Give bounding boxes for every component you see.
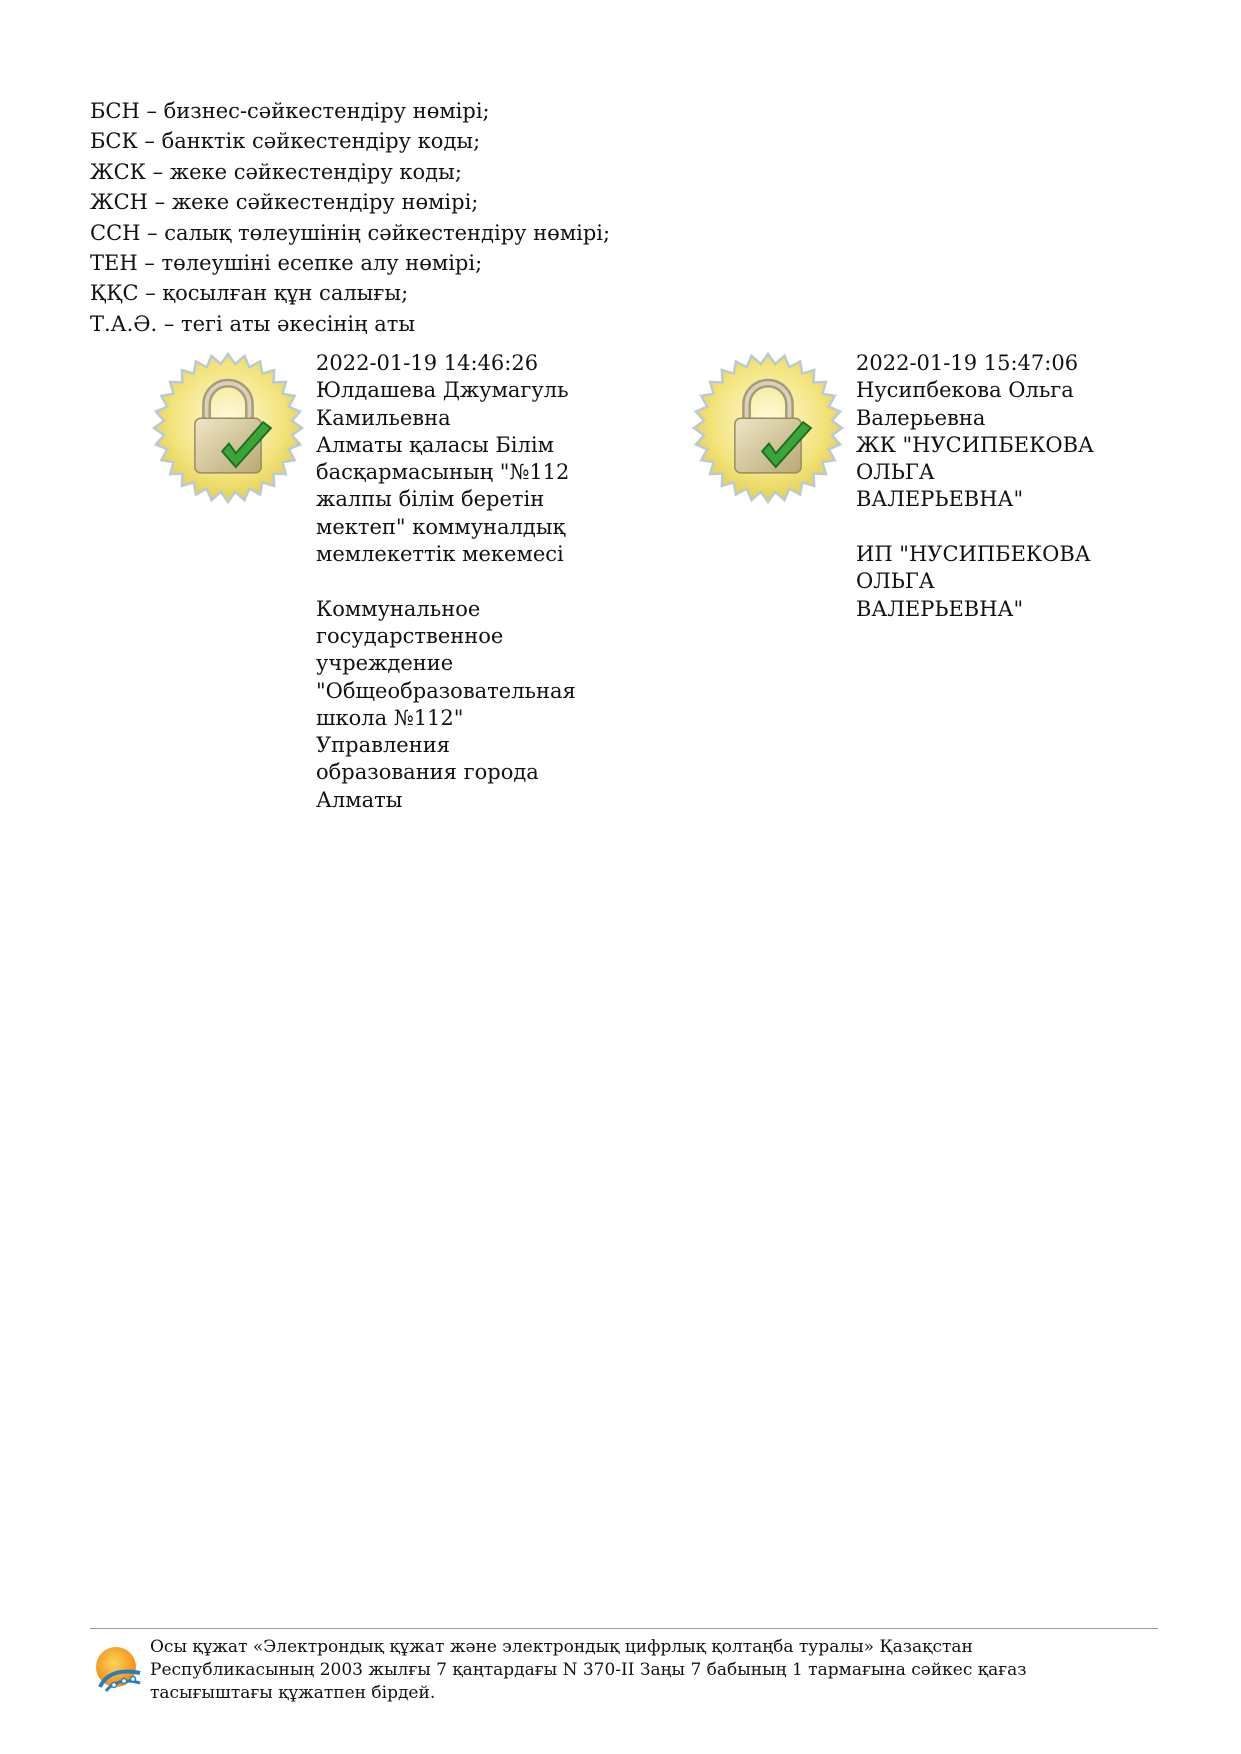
org-ru-line: Коммунальное: [316, 596, 481, 621]
signature-datetime: 2022-01-19 14:46:26: [316, 351, 539, 375]
signature-datetime: 2022-01-19 15:47:06: [856, 351, 1079, 375]
org-ru-line: Алматы: [316, 787, 403, 812]
abbreviation-item: БСК – банктік сәйкестендіру коды;: [90, 129, 481, 154]
spacer: [856, 514, 1156, 541]
abbreviation-item: ССН – салық төлеушінің сәйкестендіру нөмірі;: [90, 220, 611, 245]
signer-name-line: Нусипбекова Ольга: [856, 378, 1074, 403]
org-ru-line: ОЛЬГА: [856, 569, 935, 594]
footer-line: Республикасының 2003 жылғы 7 қаңтардағы N 370-II Заңы 7 бабының 1 тармағына сәйкес қағаз: [150, 1660, 1027, 1680]
abbreviation-item: Т.А.Ә. – тегі аты әкесінің аты: [90, 311, 416, 336]
org-kz-line: ЖК "НУСИПБЕКОВА: [856, 432, 1094, 457]
org-ru-line: учреждение: [316, 651, 454, 676]
footer-legal-notice: [150, 1636, 1150, 1705]
org-ru-line: государственное: [316, 623, 504, 648]
org-kz-line: басқармасының "№112: [316, 460, 570, 485]
signer-name-line: Валерьевна: [856, 405, 986, 430]
org-ru-line: школа №112": [316, 705, 464, 730]
org-kz-line: мектеп" коммуналдық: [316, 514, 566, 539]
spacer: [316, 568, 606, 595]
footer-divider: [90, 1628, 1158, 1629]
abbreviation-item: ҚҚС – қосылған құн салығы;: [90, 281, 409, 306]
egov-sun-logo-icon: [92, 1643, 144, 1695]
abbreviation-item: ЖСН – жеке сәйкестендіру нөмірі;: [90, 190, 479, 215]
abbreviation-list: [90, 96, 610, 339]
abbreviation-item: ЖСК – жеке сәйкестендіру коды;: [90, 159, 462, 184]
abbreviation-item: БСН – бизнес-сәйкестендіру нөмірі;: [90, 99, 490, 123]
org-kz-line: мемлекеттік мекемесі: [316, 542, 564, 567]
signature-details: [856, 350, 1156, 623]
footer-line: Осы құжат «Электрондық құжат және электрондық цифрлық қолтаңба туралы» Қазақстан: [150, 1637, 973, 1657]
org-kz-line: Алматы қаласы Білім: [316, 432, 554, 457]
org-kz-line: жалпы білім беретін: [316, 487, 545, 512]
org-ru-line: образования города: [316, 760, 539, 785]
signer-name-line: Юлдашева Джумагуль: [316, 378, 569, 403]
org-ru-line: Управления: [316, 733, 450, 758]
footer-line: тасығыштағы құжатпен бірдей.: [150, 1683, 436, 1703]
padlock-check-seal-icon: [150, 350, 306, 506]
org-kz-line: ВАЛЕРЬЕВНА": [856, 487, 1024, 512]
padlock-check-seal-icon: [690, 350, 846, 506]
org-ru-line: "Общеобразовательная: [316, 678, 576, 703]
org-ru-line: ВАЛЕРЬЕВНА": [856, 596, 1024, 621]
abbreviation-item: ТЕН – төлеушіні есепке алу нөмірі;: [90, 251, 483, 276]
signer-name-line: Камильевна: [316, 405, 451, 430]
signature-details: [316, 350, 606, 814]
org-kz-line: ОЛЬГА: [856, 460, 935, 485]
org-ru-line: ИП "НУСИПБЕКОВА: [856, 542, 1091, 567]
